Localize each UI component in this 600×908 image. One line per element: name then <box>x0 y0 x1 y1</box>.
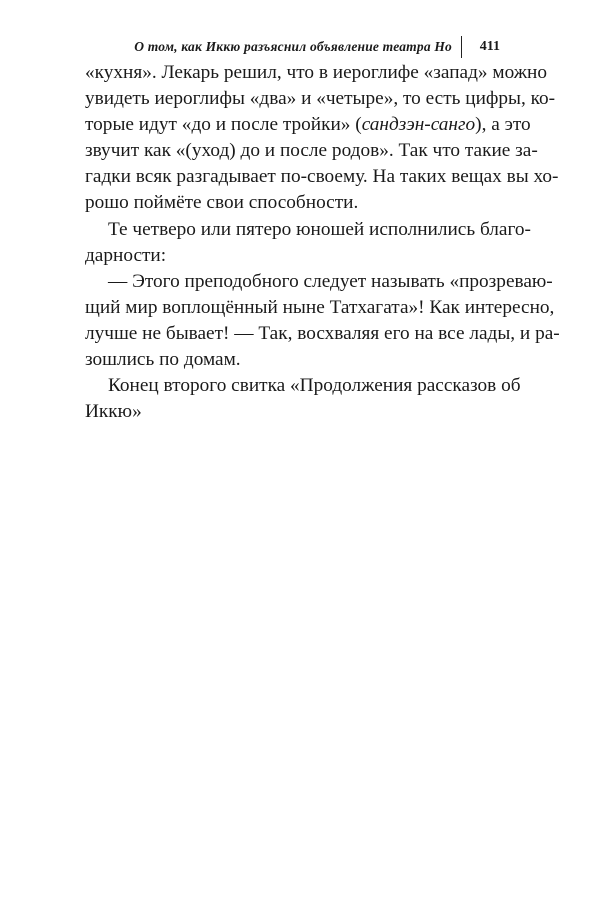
text-line: Иккю» <box>85 401 142 423</box>
text-line: звучит как «(уход) до и после родов». Так что такие за- <box>85 140 538 162</box>
text-line: зошлись по домам. <box>85 349 241 371</box>
text-segment: торые идут «до и после тройки» ( <box>85 114 362 136</box>
page-body-text <box>85 60 560 425</box>
text-line: щий мир воплощённый ныне Татхагата»! Как интересно, <box>85 296 555 318</box>
running-header <box>60 36 500 58</box>
text-line: рошо поймёте свои способности. <box>85 192 359 214</box>
text-line: лучше не бывает! — Так, восхваляя его на все лады, и ра- <box>85 322 560 344</box>
text-line: «кухня». Лекарь решил, что в иероглифе «запад» можно <box>85 62 548 83</box>
text-line: — Этого преподобного следует называть «прозреваю- <box>108 270 553 292</box>
header-divider <box>461 36 463 58</box>
text-line: Конец второго свитка «Продолжения рассказов об <box>108 375 521 397</box>
running-title: О том, как Иккю разъяснил объявление театра Но <box>134 39 452 54</box>
text-segment: ), а это <box>475 114 531 136</box>
italic-term: сандзэн-санго <box>361 114 476 136</box>
text-line: Те четверо или пятеро юношей исполнились благо- <box>108 218 531 240</box>
text-line: гадки всяк разгадывает по-своему. На таких вещах вы хо- <box>85 166 559 188</box>
text-line <box>85 112 531 138</box>
text-line: дарности: <box>85 244 167 266</box>
page-number: 411 <box>479 39 500 54</box>
text-line: увидеть иероглифы «два» и «четыре», то есть цифры, ко- <box>85 88 556 110</box>
